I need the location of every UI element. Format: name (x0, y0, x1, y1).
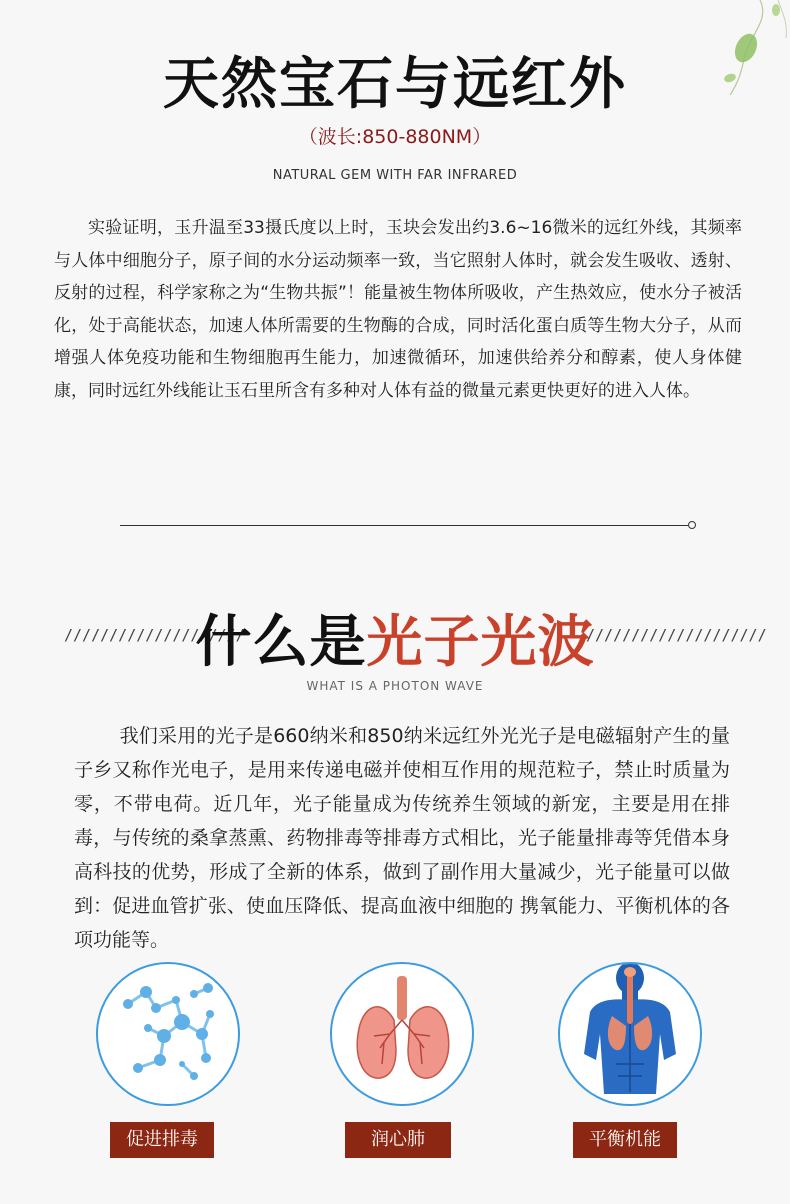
benefit-label-balance: 平衡机能 (573, 1122, 677, 1158)
molecule-icon (98, 964, 238, 1104)
human-torso-icon (560, 964, 700, 1104)
section-title-photon-wave (0, 598, 790, 678)
title-part-red: 光子光波 (366, 610, 595, 675)
benefit-label-lungs: 润心肺 (345, 1122, 451, 1158)
title-part-black: 什么是 (195, 610, 367, 675)
decorative-slashes-right: //////////////////// (586, 626, 767, 644)
benefit-circle-balance (558, 962, 702, 1106)
benefit-label-detox: 促进排毒 (110, 1122, 214, 1158)
lungs-icon (332, 964, 472, 1104)
decorative-slashes-left: //////////////////// (64, 626, 245, 644)
divider-line (120, 525, 688, 526)
benefit-circle-detox (96, 962, 240, 1106)
section-subtitle-english: NATURAL GEM WITH FAR INFRARED (272, 168, 518, 183)
wavelength-note: （波长:850-880NM） (298, 126, 492, 148)
section-title-gem-far-infrared: 天然宝石与远红外 (163, 52, 627, 117)
paragraph-photon: 我们采用的光子是660纳米和850纳米远红外光光子是电磁辐射产生的量子乡又称作光电子，是用来传递电磁并使相互作用的规范粒子，禁止时质量为零，不带电荷。近几年，光子能量成为传统养生领域的新宠，主要是用在排毒，与传统的桑拿蒸熏、药物排毒等排毒方式相比，光子能量排毒等凭借本身高科技的优势，形成了全新的体系，做到了副作用大量减少，光子能量可以做到：促进血管扩张、使血压降低、提高血液中细胞的 携氧能力、平衡机体的各项功能等。 (74, 725, 730, 951)
benefit-circle-lungs (330, 962, 474, 1106)
paragraph-far-infrared: 实验证明，玉升温至33摄氏度以上时，玉块会发出约3.6~16微米的远红外线，其频率与人体中细胞分子，原子间的水分运动频率一致，当它照射人体时，就会发生吸收、透射、反射的过程，科学家称之为“生物共振”！能量被生物体所吸收，产生热效应，使水分子被活化，处于高能状态，加速人体所需要的生物酶的合成，同时活化蛋白质等生物大分子，从而增强人体免疫功能和生物细胞再生能力，加速微循环，加速供给养分和醇素，使人身体健康，同时远红外线能让玉石里所含有多种对人体有益的微量元素更快更好的进入人体。 (54, 218, 742, 401)
section-subtitle-english: WHAT IS A PHOTON WAVE (306, 679, 484, 693)
divider-dot-icon (688, 521, 696, 529)
